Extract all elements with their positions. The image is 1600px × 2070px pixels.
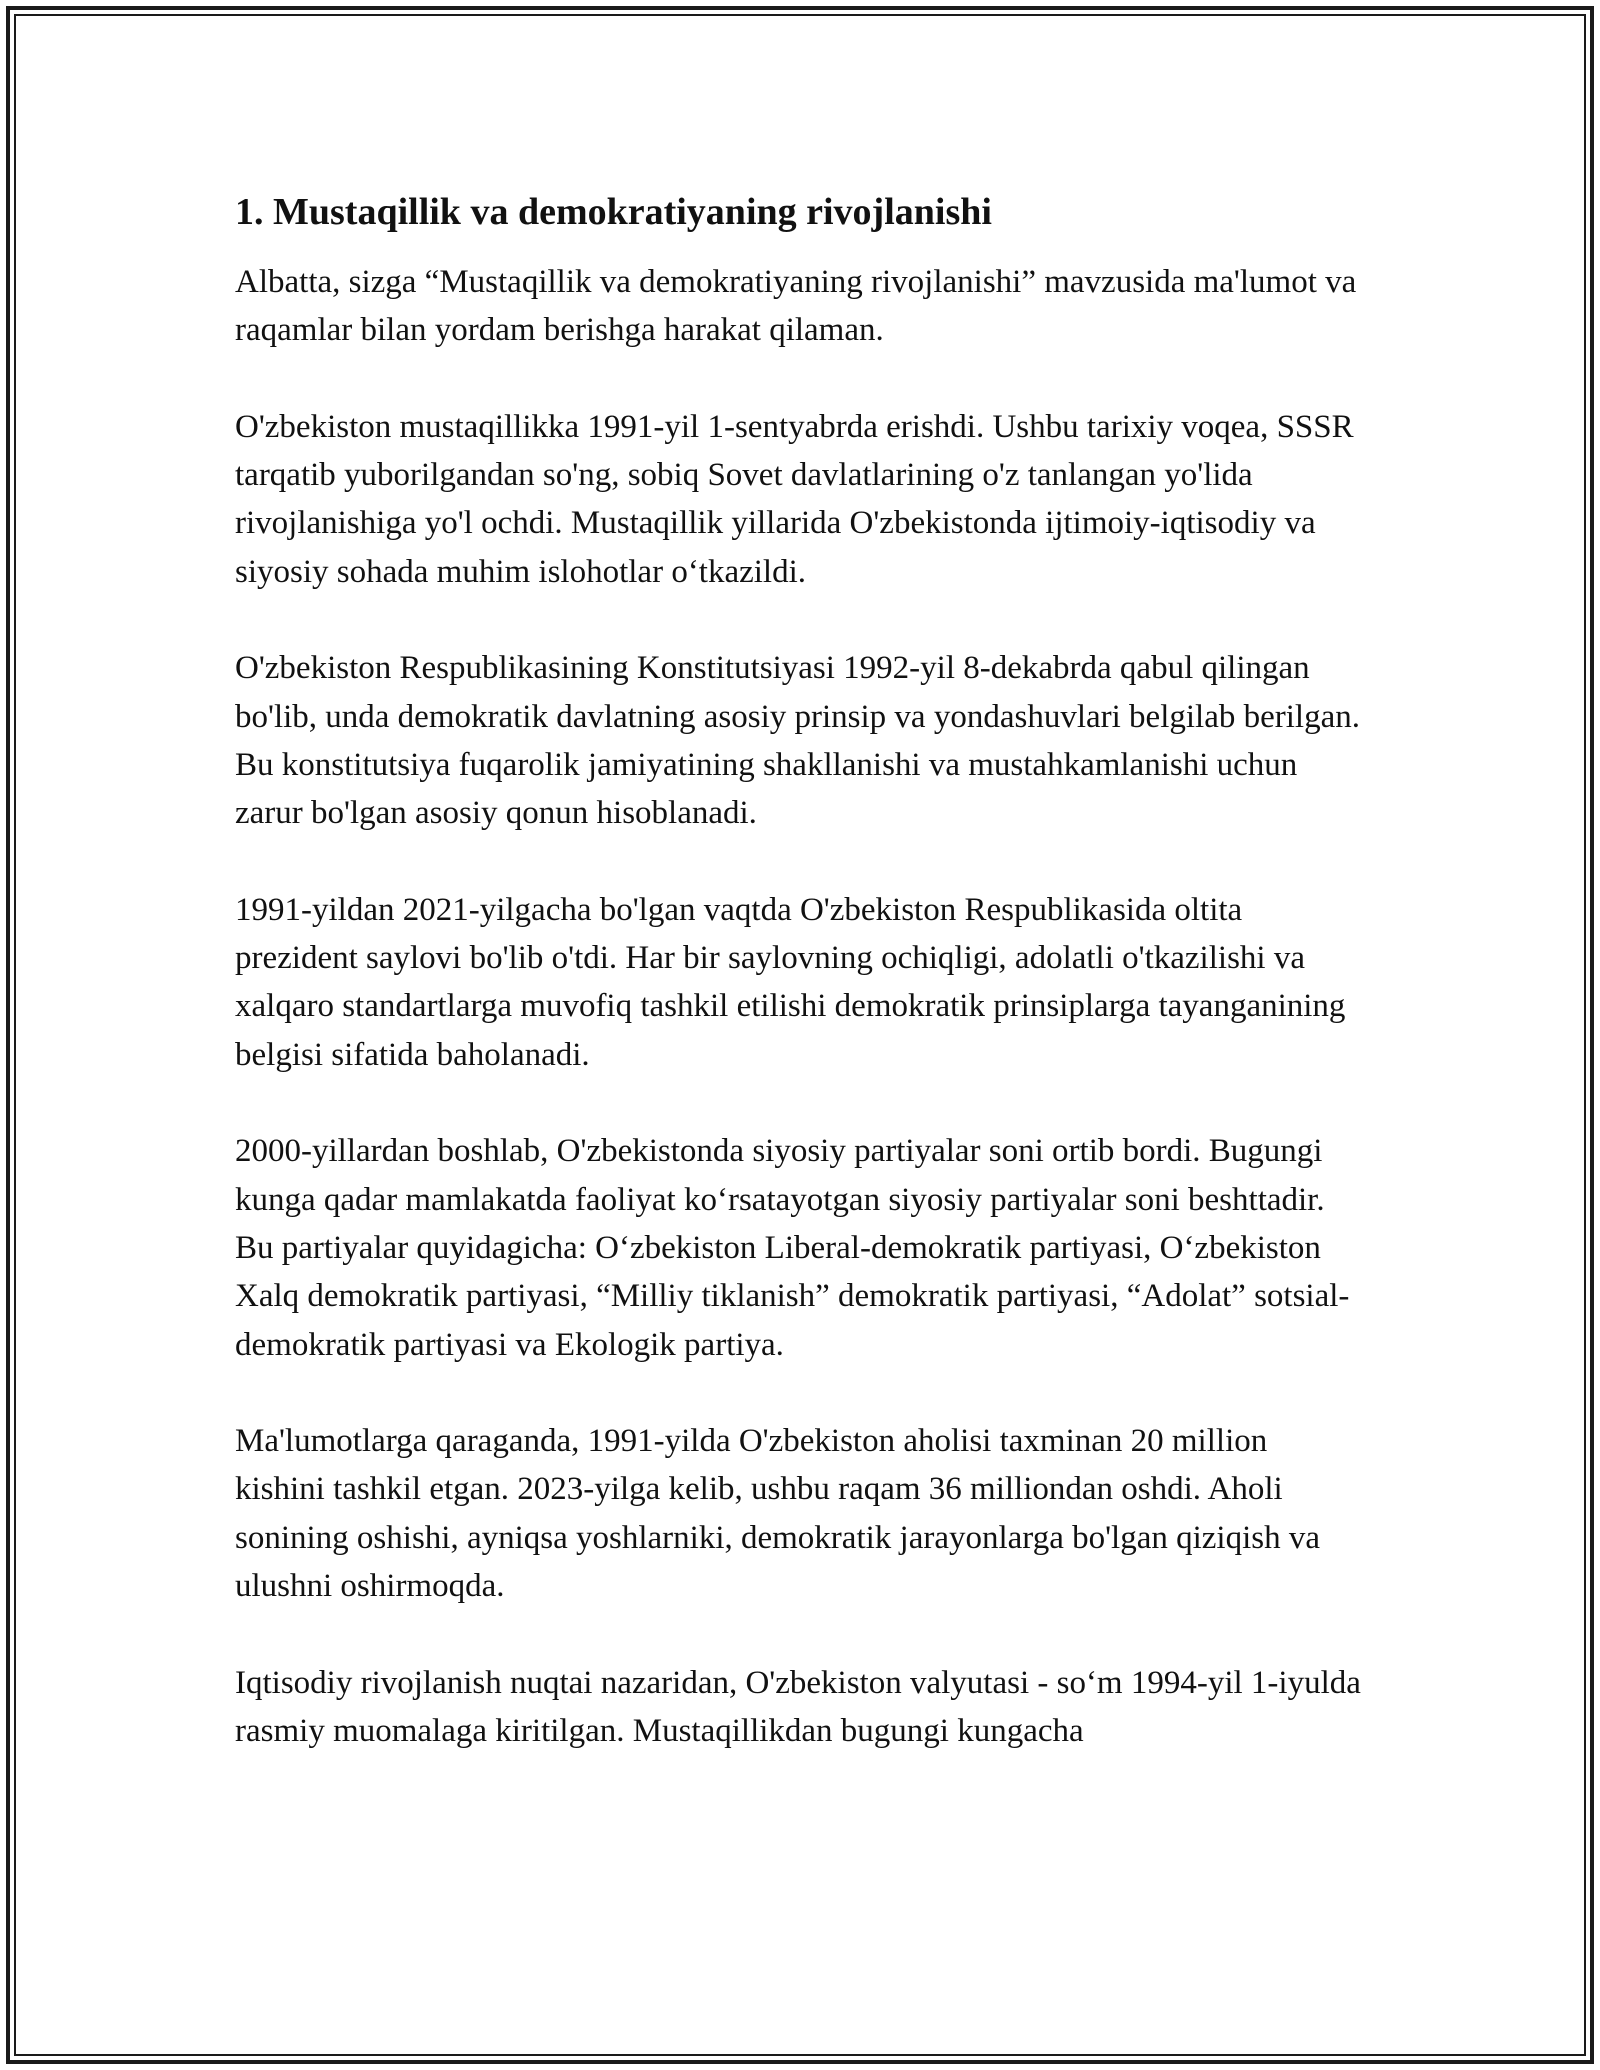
document-body [235,188,1365,1804]
paragraph-intro: Albatta, sizga “Mustaqillik va demokratiyaning rivojlanishi” mavzusida ma'lumot va raqamlar bilan yordam berishga harakat qilaman. [235,264,1357,349]
paragraph-independence: O'zbekiston mustaqillikka 1991-yil 1-sentyabrda erishdi. Ushbu tarixiy voqea, SSSR tarqatib yuborilgandan so'ng, sobiq Sovet davlatlarining o'z tanlangan yo'lida rivojlanishiga yo'l ochdi. Mustaqillik yillarida O'zbekistonda ijtimoiy-iqtisodiy va siyosiy sohada muhim islohotlar o‘tkazildi. [235,408,1354,590]
document-title: 1. Mustaqillik va demokratiyaning rivojlanishi [235,191,992,233]
paragraph-parties: 2000-yillardan boshlab, O'zbekistonda siyosiy partiyalar soni ortib bordi. Bugungi kunga qadar mamlakatda faoliyat ko‘rsatayotgan siyosiy partiyalar soni beshttadir. Bu partiyalar quyidagicha: O‘zbekiston Liberal-demokratik partiyasi, O‘zbekiston Xalq demokratik partiyasi, “Milliy tiklanish” demokratik partiyasi, “Adolat” sotsial-demokratik partiyasi va Ekologik partiya. [235,1133,1350,1363]
paragraph-elections: 1991-yildan 2021-yilgacha bo'lgan vaqtda O'zbekiston Respublikasida oltita prezident saylovi bo'lib o'tdi. Har bir saylovning ochiqligi, adolatli o'tkazilishi va xalqaro standartlarga muvofiq tashkil etilishi demokratik prinsiplarga tayanganining belgisi sifatida baholanadi. [235,891,1346,1073]
paragraph-constitution: O'zbekiston Respublikasining Konstitutsiyasi 1992-yil 8-dekabrda qabul qilingan bo'lib, unda demokratik davlatning asosiy prinsip va yondashuvlari belgilab berilgan. Bu konstitutsiya fuqarolik jamiyatining shakllanishi va mustahkamlanishi uchun zarur bo'lgan asosiy qonun hisoblanadi. [235,650,1360,832]
paragraph-economy: Iqtisodiy rivojlanish nuqtai nazaridan, O'zbekiston valyutasi - so‘m 1994-yil 1-iyulda rasmiy muomalaga kiritilgan. Mustaqillikdan bugungi kungacha [235,1664,1361,1749]
paragraph-population: Ma'lumotlarga qaraganda, 1991-yilda O'zbekiston aholisi taxminan 20 million kishini tashkil etgan. 2023-yilga kelib, ushbu raqam 36 milliondan oshdi. Aholi sonining oshishi, ayniqsa yoshlarniki, demokratik jarayonlarga bo'lgan qiziqish va ulushni oshirmoqda. [235,1423,1320,1605]
